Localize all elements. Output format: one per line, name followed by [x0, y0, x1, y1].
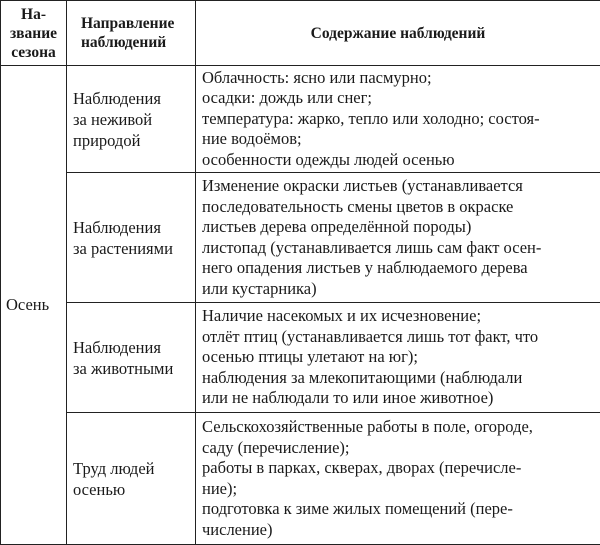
- content-line: числение): [202, 520, 596, 541]
- direction-line: Наблюдения: [73, 337, 195, 358]
- header-season-line: звание: [1, 24, 66, 43]
- content-line: отлёт птиц (устанавливается лишь тот факт, что: [202, 327, 596, 348]
- content-line: саду (перечисление);: [202, 438, 596, 459]
- header-season-line: На-: [1, 5, 66, 24]
- content-line: работы в парках, скверах, дворах (перечисле-: [202, 458, 596, 479]
- content-line: подготовка к зиме жилых помещений (пере-: [202, 499, 596, 520]
- content-line: ние);: [202, 479, 596, 500]
- direction-cell: [67, 66, 196, 173]
- header-direction-line: Направление: [81, 14, 195, 33]
- header-direction: [67, 1, 196, 66]
- content-line: листьев дерева определённой породы): [202, 217, 596, 238]
- header-content: Содержание наблюдений: [196, 1, 600, 66]
- content-line: листопад (устанавливается лишь сам факт осен-: [202, 238, 596, 259]
- content-line: Сельскохозяйственные работы в поле, огороде,: [202, 417, 596, 438]
- content-line: ние водоёмов;: [202, 129, 596, 150]
- content-cell: [196, 66, 600, 173]
- content-line: Наличие насекомых и их исчезновение;: [202, 306, 596, 327]
- table-row-plants: [1, 173, 600, 303]
- season-cell: Осень: [1, 66, 67, 545]
- direction-line: за животными: [73, 358, 195, 379]
- content-cell: [196, 303, 600, 413]
- table-row-labor: [1, 413, 600, 545]
- table-header-row: [1, 1, 600, 66]
- direction-cell: [67, 173, 196, 303]
- content-cell: [196, 413, 600, 545]
- content-line: температура: жарко, тепло или холодно; состоя-: [202, 109, 596, 130]
- content-line: него опадения листьев у наблюдаемого дерева: [202, 258, 596, 279]
- direction-line: Труд людей: [73, 458, 195, 479]
- content-line: осенью птицы улетают на юг);: [202, 347, 596, 368]
- content-line: последовательность смены цветов в окраске: [202, 197, 596, 218]
- direction-line: за растениями: [73, 238, 195, 259]
- content-line: наблюдения за млекопитающими (наблюдали: [202, 368, 596, 389]
- direction-cell: [67, 413, 196, 545]
- content-line: или не наблюдали то или иное животное): [202, 388, 596, 409]
- table-row-inanimate: [1, 66, 600, 173]
- direction-line: природой: [73, 130, 195, 151]
- content-line: Облачность: ясно или пасмурно;: [202, 68, 596, 89]
- content-line: Изменение окраски листьев (устанавливается: [202, 176, 596, 197]
- header-direction-line: наблюдений: [81, 33, 195, 52]
- content-cell: [196, 173, 600, 303]
- content-line: осадки: дождь или снег;: [202, 88, 596, 109]
- content-line: или кустарника): [202, 279, 596, 300]
- direction-line: осенью: [73, 479, 195, 500]
- direction-line: Наблюдения: [73, 88, 195, 109]
- direction-line: за неживой: [73, 109, 195, 130]
- content-line: особенности одежды людей осенью: [202, 150, 596, 171]
- direction-line: Наблюдения: [73, 217, 195, 238]
- header-season-line: сезона: [1, 43, 66, 62]
- header-season-name: [1, 1, 67, 66]
- direction-cell: [67, 303, 196, 413]
- table-row-animals: [1, 303, 600, 413]
